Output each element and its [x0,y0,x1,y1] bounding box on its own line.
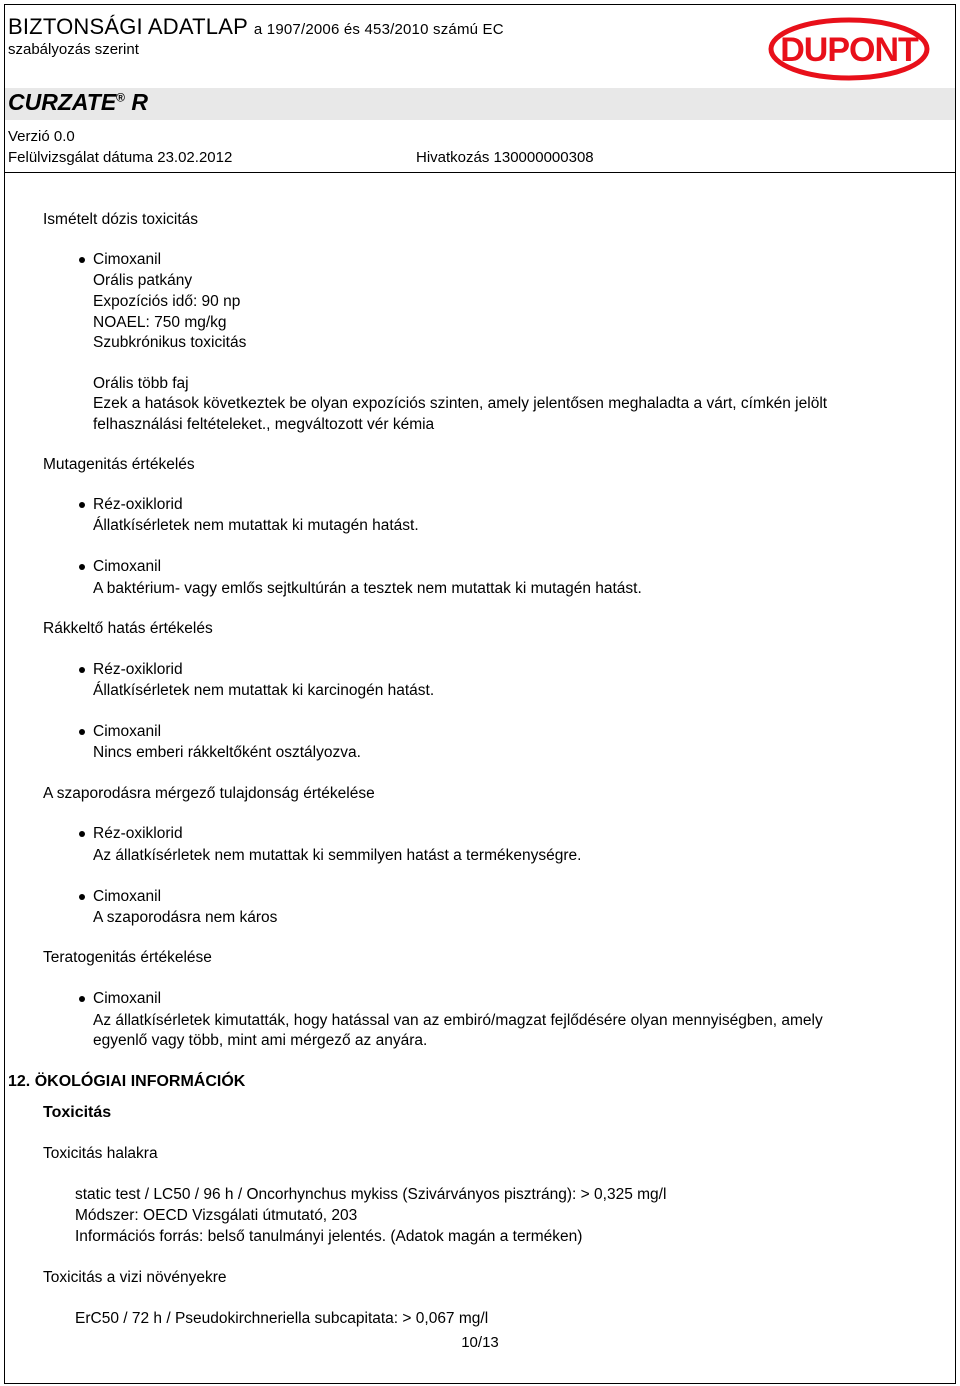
header-divider [5,172,955,173]
bullet-icon [79,564,85,570]
page-number: 10/13 [461,1334,499,1351]
substance-name: Cimoxanil [93,888,162,905]
fish-source: Információs forrás: belső tanulmányi jelentés. (Adatok magán a terméken) [75,1228,583,1245]
product-name: CURZATE® R [8,89,149,115]
heading-teratogenicity: Teratogenitás értékelése [43,949,212,966]
detail-line: Ezek a hatások következtek be olyan expozíciós szinten, amely jelentősen meghaladta a várt, címkén jelölt [93,395,828,412]
bullet-icon [79,257,85,263]
heading-repeat-dose: Ismételt dózis toxicitás [43,211,199,228]
detail-line: Expozíciós idő: 90 np [93,293,241,310]
detail-line: egyenlő vagy több, mint ami mérgező az anyára. [93,1032,428,1049]
substance-name: Cimoxanil [93,251,162,268]
registered-mark: ® [116,90,126,105]
svg-text:DUPONT: DUPONT [780,31,918,69]
detail-line: felhasználási feltételeket., megváltozott vér kémia [93,416,435,433]
bullet-icon [79,894,85,900]
heading-mutagenicity: Mutagenitás értékelés [43,456,195,473]
detail-line: Nincs emberi rákkeltőként osztályozva. [93,744,361,761]
bullet-icon [79,667,85,673]
heading-fish-toxicity: Toxicitás halakra [43,1145,158,1162]
bullet-icon [79,831,85,837]
detail-line: Orális patkány [93,272,193,289]
heading-plant-toxicity: Toxicitás a vizi növényekre [43,1269,227,1286]
version: Verzió 0.0 [8,128,75,145]
plant-test-result: ErC50 / 72 h / Pseudokirchneriella subcapitata: > 0,067 mg/l [75,1310,489,1327]
detail-line: A baktérium- vagy emlős sejtkultúrán a tesztek nem mutattak ki mutagén hatást. [93,580,642,597]
section-12-subtitle: Toxicitás [43,1104,112,1121]
substance-name: Cimoxanil [93,990,162,1007]
substance-name: Réz-oxiklorid [93,825,183,842]
detail-line: NOAEL: 750 mg/kg [93,314,227,331]
substance-name: Cimoxanil [93,723,162,740]
product-suffix: R [131,89,149,115]
fish-test-result: static test / LC50 / 96 h / Oncorhynchus mykiss (Szivárványos pisztráng): > 0,325 mg/l [75,1186,667,1203]
bullet-icon [79,729,85,735]
substance-name: Réz-oxiklorid [93,496,183,513]
detail-line: Orális több faj [93,375,189,392]
document-title: BIZTONSÁGI ADATLAP a 1907/2006 és 453/2010 számú EC [8,14,504,39]
detail-line: Szubkrónikus toxicitás [93,334,247,351]
bullet-icon [79,996,85,1002]
detail-line: Állatkísérletek nem mutattak ki mutagén hatást. [93,517,419,534]
detail-line: A szaporodásra nem káros [93,909,278,926]
substance-name: Cimoxanil [93,558,162,575]
heading-reproductive: A szaporodásra mérgező tulajdonság értékelése [43,785,375,802]
fish-method: Módszer: OECD Vizsgálati útmutató, 203 [75,1207,358,1224]
detail-line: Az állatkísérletek kimutatták, hogy hatással van az embiró/magzat fejlődésére olyan mennyiségben, amely [93,1012,823,1029]
detail-line: Állatkísérletek nem mutattak ki karcinogén hatást. [93,682,435,699]
regulation-text: a 1907/2006 és 453/2010 számú EC [253,21,504,38]
section-12-title: 12. ÖKOLÓGIAI INFORMÁCIÓK [8,1073,246,1090]
detail-line: Az állatkísérletek nem mutattak ki semmilyen hatást a termékenységre. [93,847,582,864]
substance-name: Réz-oxiklorid [93,661,183,678]
regulation-continuation: szabályozás szerint [8,41,139,58]
heading-carcinogenicity: Rákkeltő hatás értékelés [43,620,213,637]
bullet-icon [79,502,85,508]
review-date: Felülvizsgálat dátuma 23.02.2012 [8,149,233,166]
reference-number: Hivatkozás 130000000308 [416,149,594,166]
dupont-logo [768,17,930,81]
